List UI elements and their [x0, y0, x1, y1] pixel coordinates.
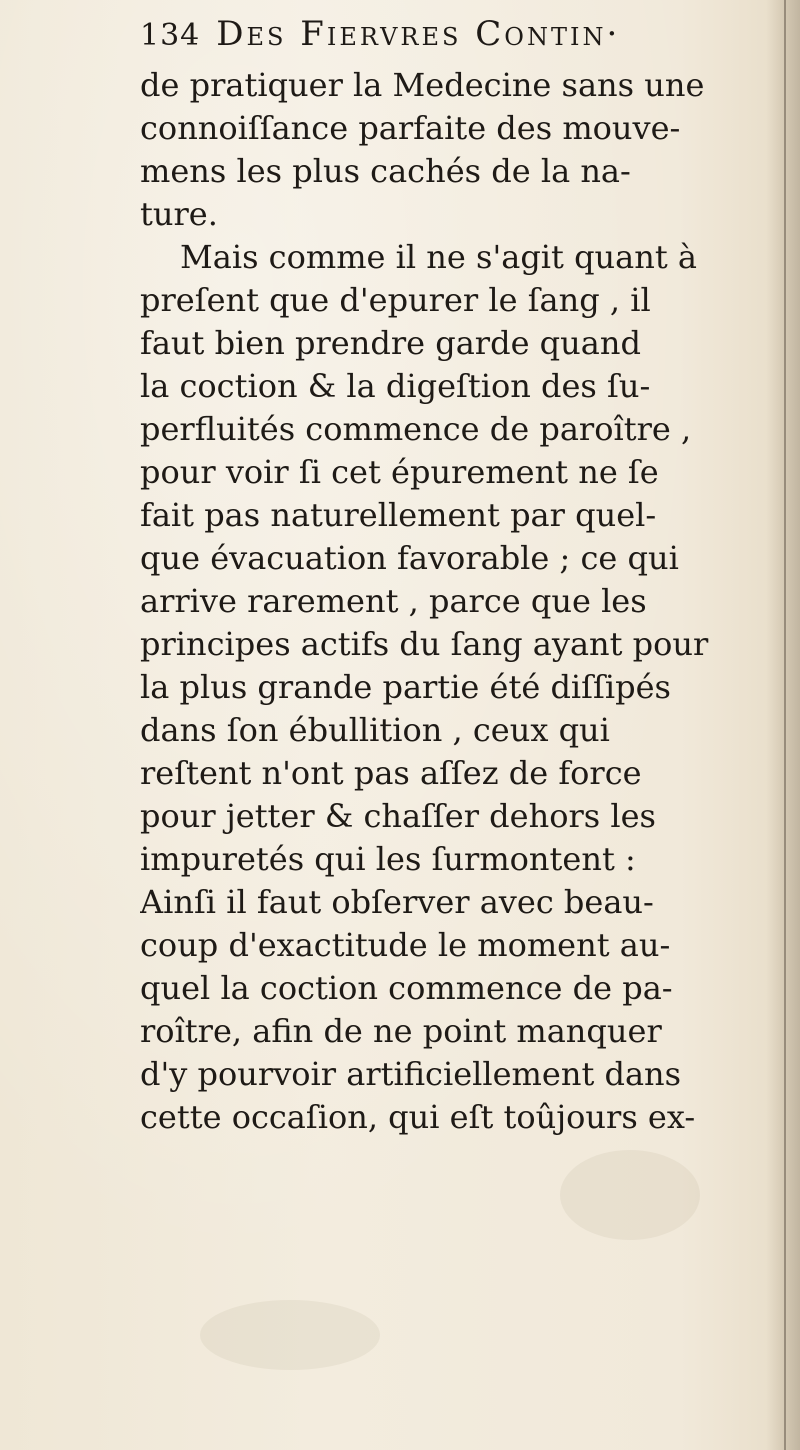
text-line: principes actifs du ſang ayant pour [140, 625, 709, 663]
text-line: pour jetter & chaſſer dehors les [140, 797, 656, 835]
running-title: Des Fiervres Contin· [216, 14, 621, 54]
text-line: arrive rarement , parce que les [140, 582, 647, 620]
paper-stain [560, 1150, 700, 1240]
text-line: perfluités commence de paroître , [140, 410, 692, 448]
text-line: la plus grande partie été diſſipés [140, 668, 671, 706]
text-line: Mais comme il ne s'agit quant à [180, 238, 697, 276]
text-line: pour voir ſi cet épurement ne ſe [140, 453, 659, 491]
text-line: la coction & la digeſtion des ſu- [140, 367, 651, 405]
gutter-fold-line [784, 0, 786, 1450]
text-line: roître, afin de ne point manquer [140, 1012, 662, 1050]
text-line: fait pas naturellement par quel- [140, 496, 657, 534]
text-line: cette occaſion, qui eſt toûjours ex- [140, 1098, 696, 1136]
body-text [140, 64, 780, 1139]
text-line: d'y pourvoir artificiellement dans [140, 1055, 682, 1093]
text-line: de pratiquer la Medecine sans une [140, 66, 705, 104]
text-line: Ainſi il faut obſerver avec beau- [140, 883, 654, 921]
text-line: coup d'exactitude le moment au- [140, 926, 671, 964]
text-line: que évacuation favorable ; ce qui [140, 539, 679, 577]
text-line: ture. [140, 195, 218, 233]
text-line: reſtent n'ont pas aſſez de force [140, 754, 642, 792]
text-line: impuretés qui les ſurmontent : [140, 840, 636, 878]
text-line: mens les plus cachés de la na- [140, 152, 631, 190]
page-number: 134 [140, 18, 201, 53]
paper-stain [200, 1300, 380, 1370]
text-line: preſent que d'epurer le ſang , il [140, 281, 651, 319]
page-header [140, 14, 620, 64]
text-line: faut bien prendre garde quand [140, 324, 641, 362]
text-line: dans ſon ébullition , ceux qui [140, 711, 610, 749]
text-line: quel la coction commence de pa- [140, 969, 673, 1007]
text-line: connoiſſance parfaite des mouve- [140, 109, 681, 147]
